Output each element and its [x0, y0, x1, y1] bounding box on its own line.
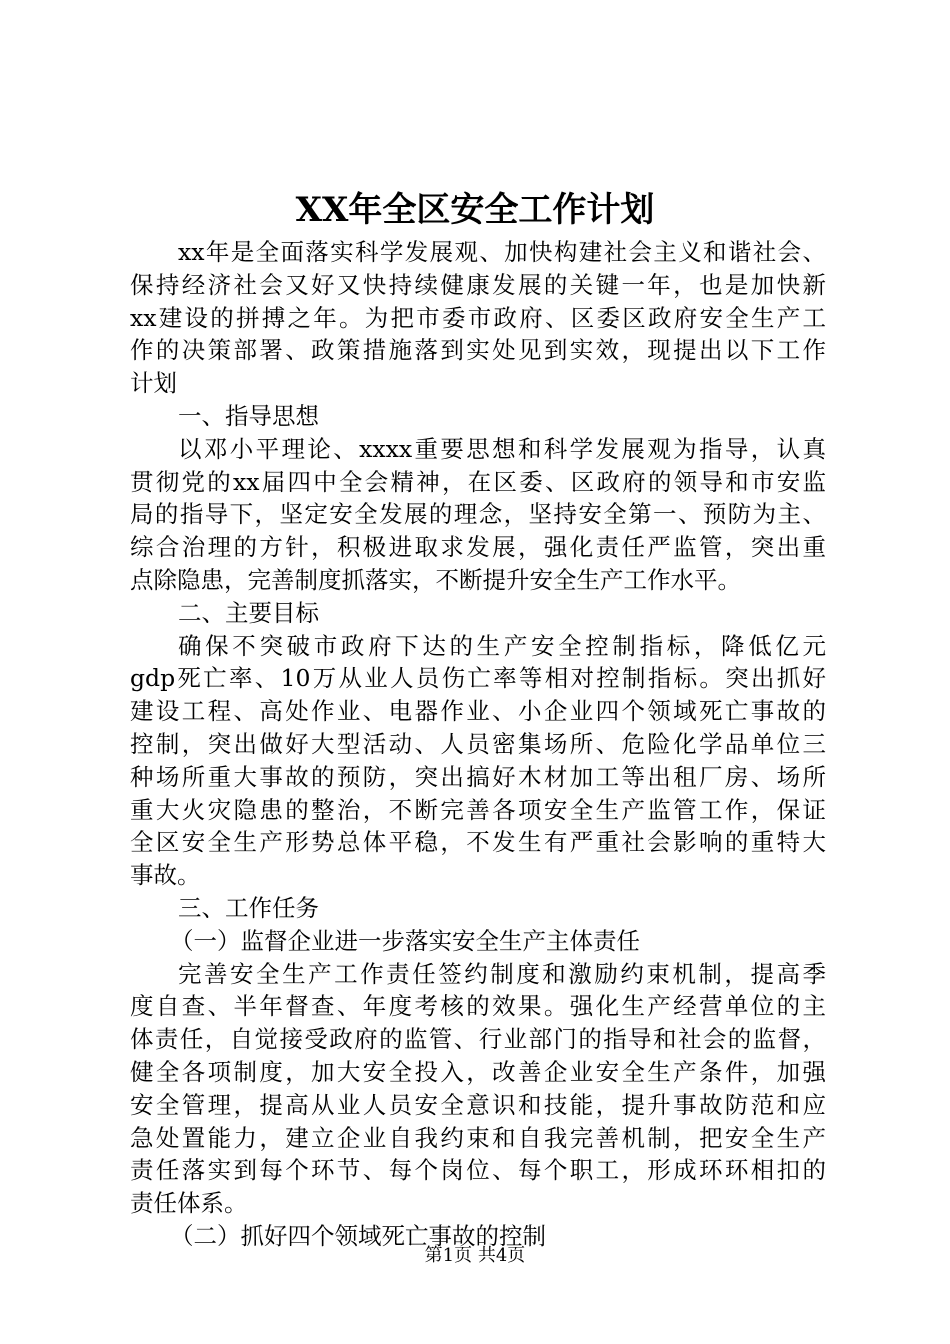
paragraph-line: xx年是全面落实科学发展观、加快构建社会主义和谐社会、	[178, 238, 826, 266]
paragraph-line: xx建设的拼搏之年。为把市委市政府、区委区政府安全生产工	[130, 303, 826, 332]
paragraph-line: 健全各项制度，加大安全投入，改善企业安全生产条件，加强	[130, 1057, 826, 1086]
paragraph-line: 完善安全生产工作责任签约制度和激励约束机制，提高季	[178, 959, 826, 988]
subsection-heading: （一）监督企业进一步落实安全生产主体责任	[170, 926, 640, 955]
paragraph-line: 事故。	[130, 861, 201, 890]
paragraph-line: gdp死亡率、10万从业人员伤亡率等相对控制指标。突出抓好	[130, 664, 826, 693]
paragraph-line: 贯彻党的xx届四中全会精神，在区委、区政府的领导和市安监	[130, 467, 826, 496]
document-body	[130, 236, 826, 1253]
section-heading: 三、工作任务	[178, 893, 319, 922]
paragraph-line: 责任体系。	[130, 1189, 248, 1218]
page-footer: 第1页 共4页	[424, 1245, 526, 1266]
paragraph-line: 确保不突破市政府下达的生产安全控制指标，降低亿元	[178, 631, 826, 660]
paragraph-line: 点除隐患，完善制度抓落实，不断提升安全生产工作水平。	[130, 565, 741, 594]
section-heading: 一、指导思想	[178, 401, 319, 430]
paragraph-line: 保持经济社会又好又快持续健康发展的关键一年，也是加快新	[130, 270, 826, 299]
section-heading: 二、主要目标	[178, 598, 319, 627]
paragraph-line: 作的决策部署、政策措施落到实处见到实效，现提出以下工作	[130, 336, 826, 365]
paragraph-line: 综合治理的方针，积极进取求发展，强化责任严监管，突出重	[130, 533, 826, 562]
paragraph-line: 重大火灾隐患的整治，不断完善各项安全生产监管工作，保证	[130, 795, 826, 824]
paragraph-line: 体责任，自觉接受政府的监管、行业部门的指导和社会的监督，	[130, 1025, 826, 1054]
paragraph-line: 种场所重大事故的预防，突出搞好木材加工等出租厂房、场所	[130, 762, 826, 791]
paragraph-line: 责任落实到每个环节、每个岗位、每个职工，形成环环相扣的	[130, 1156, 826, 1185]
document-title: XX年全区安全工作计划	[295, 190, 655, 230]
paragraph-line: 计划	[130, 369, 177, 398]
paragraph-line: 局的指导下，坚定安全发展的理念，坚持安全第一、预防为主、	[130, 500, 826, 529]
paragraph-line: 度自查、半年督查、年度考核的效果。强化生产经营单位的主	[130, 992, 826, 1021]
paragraph-line: 建设工程、高处作业、电器作业、小企业四个领域死亡事故的	[130, 697, 826, 726]
subsection-heading: （二）抓好四个领域死亡事故的控制	[170, 1221, 546, 1250]
paragraph-line: 全区安全生产形势总体平稳，不发生有严重社会影响的重特大	[130, 828, 826, 857]
paragraph-line: 急处置能力，建立企业自我约束和自我完善机制，把安全生产	[130, 1123, 826, 1152]
paragraph-line: 控制，突出做好大型活动、人员密集场所、危险化学品单位三	[130, 729, 826, 758]
paragraph-line: 以邓小平理论、xxxx重要思想和科学发展观为指导，认真	[178, 434, 826, 463]
paragraph-line: 安全管理，提高从业人员安全意识和技能，提升事故防范和应	[130, 1090, 826, 1119]
